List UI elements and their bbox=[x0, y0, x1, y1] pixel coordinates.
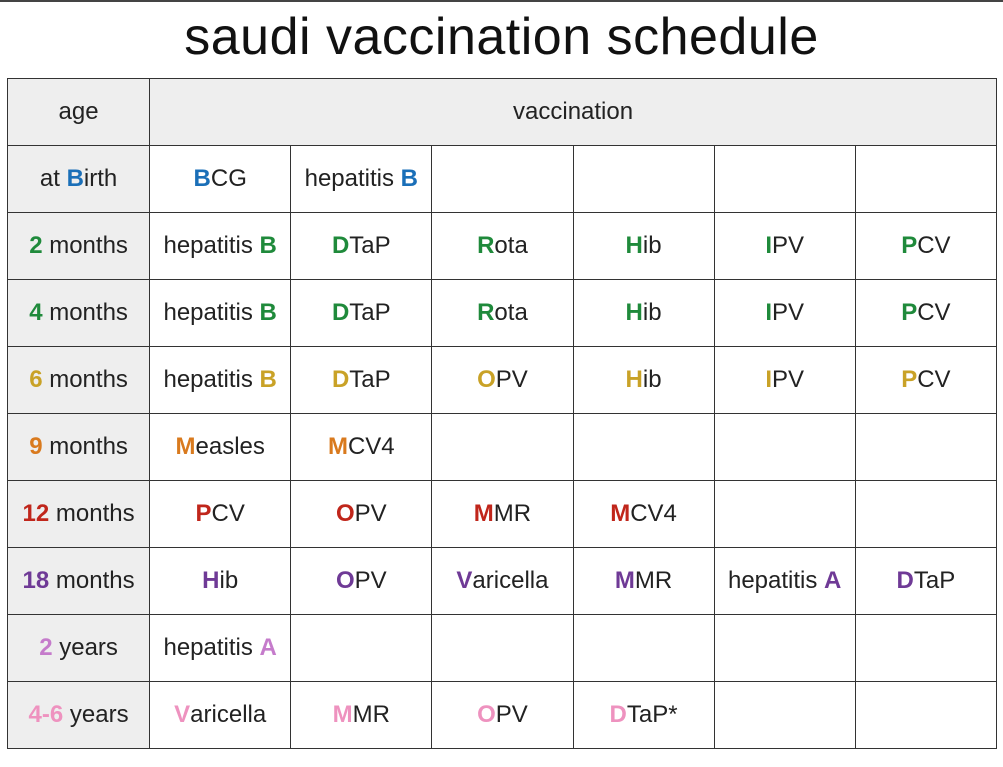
vaccine-initial: D bbox=[896, 567, 914, 594]
vaccine-text: TaP* bbox=[626, 701, 678, 728]
age-cell bbox=[8, 347, 150, 414]
vaccine-cell bbox=[855, 347, 996, 414]
vaccine-text: CV bbox=[211, 500, 245, 527]
vaccine-initial: P bbox=[901, 299, 918, 326]
vaccine-initial: M bbox=[175, 433, 196, 460]
schedule-row bbox=[8, 414, 997, 481]
vaccine-initial: B bbox=[259, 366, 277, 393]
age-number: 12 bbox=[22, 500, 50, 527]
vaccine-cell bbox=[291, 414, 432, 481]
age-cell bbox=[8, 481, 150, 548]
vaccine-text: ib bbox=[219, 567, 239, 594]
vaccine-cell bbox=[291, 347, 432, 414]
age-text: months bbox=[42, 299, 128, 326]
empty-cell bbox=[855, 682, 996, 749]
vaccine-text: hepatitis bbox=[304, 165, 401, 192]
vaccine-text: PV bbox=[495, 366, 528, 393]
vaccine-initial: V bbox=[456, 567, 473, 594]
vaccine-text: ota bbox=[494, 299, 528, 326]
age-text: months bbox=[49, 500, 135, 527]
vaccine-initial: O bbox=[335, 500, 355, 527]
vaccine-cell bbox=[432, 280, 573, 347]
vaccine-text: MR bbox=[634, 567, 673, 594]
vaccine-initial: O bbox=[335, 567, 355, 594]
vaccine-initial: D bbox=[331, 366, 350, 393]
age-cell bbox=[8, 213, 150, 280]
vaccine-cell bbox=[573, 481, 714, 548]
age-cell bbox=[8, 280, 150, 347]
vaccine-text: hepatitis bbox=[163, 232, 260, 259]
vaccine-initial: H bbox=[625, 299, 643, 326]
vaccine-cell bbox=[291, 213, 432, 280]
vaccine-cell bbox=[855, 548, 996, 615]
age-number: 4 bbox=[29, 299, 43, 326]
empty-cell bbox=[573, 146, 714, 213]
vaccine-initial: B bbox=[193, 165, 211, 192]
vaccine-cell bbox=[150, 548, 291, 615]
vaccine-initial: A bbox=[259, 634, 277, 661]
vaccine-initial: H bbox=[625, 366, 643, 393]
vaccine-initial: H bbox=[202, 567, 220, 594]
vaccine-text: PV bbox=[354, 567, 387, 594]
vaccine-cell bbox=[291, 146, 432, 213]
vaccine-text: TaP bbox=[349, 299, 391, 326]
vaccine-cell bbox=[714, 280, 855, 347]
empty-cell bbox=[432, 414, 573, 481]
vaccine-initial: B bbox=[400, 165, 419, 192]
age-text: months bbox=[42, 433, 128, 460]
vaccine-initial: V bbox=[174, 701, 191, 728]
age-text: months bbox=[49, 567, 135, 594]
vaccine-cell bbox=[432, 347, 573, 414]
vaccine-text: CV bbox=[917, 299, 951, 326]
vaccine-initial: R bbox=[477, 232, 495, 259]
vaccine-cell bbox=[150, 213, 291, 280]
vaccine-initial: D bbox=[609, 701, 627, 728]
vaccine-text: aricella bbox=[190, 701, 267, 728]
age-cell bbox=[8, 414, 150, 481]
vaccine-initial: A bbox=[824, 567, 842, 594]
vaccine-cell bbox=[714, 347, 855, 414]
empty-cell bbox=[291, 615, 432, 682]
vaccine-text: TaP bbox=[349, 366, 391, 393]
age-header: age bbox=[8, 79, 150, 146]
vaccine-text: PV bbox=[772, 232, 805, 259]
vaccine-cell bbox=[573, 548, 714, 615]
vaccine-text: ota bbox=[494, 232, 528, 259]
age-number: 6 bbox=[29, 366, 43, 393]
age-cell bbox=[8, 615, 150, 682]
vaccine-cell bbox=[150, 615, 291, 682]
schedule-row bbox=[8, 481, 997, 548]
vaccine-initial: I bbox=[765, 366, 773, 393]
vaccine-text: hepatitis bbox=[727, 567, 825, 594]
empty-cell bbox=[714, 146, 855, 213]
vaccine-cell bbox=[855, 280, 996, 347]
vaccine-cell bbox=[150, 146, 291, 213]
age-cell bbox=[8, 146, 150, 213]
vaccine-text: hepatitis bbox=[163, 299, 260, 326]
empty-cell bbox=[714, 682, 855, 749]
vaccine-initial: M bbox=[473, 500, 494, 527]
vaccine-cell bbox=[573, 347, 714, 414]
header-row bbox=[8, 79, 997, 146]
vaccine-initial: M bbox=[610, 500, 631, 527]
age-text: months bbox=[42, 232, 128, 259]
vaccination-header: vaccination bbox=[150, 79, 997, 146]
vaccine-initial: D bbox=[331, 299, 350, 326]
empty-cell bbox=[855, 481, 996, 548]
vaccine-initial: I bbox=[765, 299, 773, 326]
vaccine-text: hepatitis bbox=[163, 366, 260, 393]
page-title: saudi vaccination schedule bbox=[184, 8, 819, 66]
vaccine-initial: M bbox=[327, 433, 348, 460]
vaccine-cell bbox=[573, 682, 714, 749]
vaccine-cell bbox=[150, 280, 291, 347]
age-text: years bbox=[52, 634, 118, 661]
vaccine-text: TaP bbox=[913, 567, 956, 594]
empty-cell bbox=[855, 615, 996, 682]
vaccine-cell bbox=[573, 280, 714, 347]
age-number: 18 bbox=[22, 567, 50, 594]
vaccine-text: ib bbox=[642, 366, 662, 393]
vaccine-cell bbox=[573, 213, 714, 280]
vaccine-cell bbox=[291, 548, 432, 615]
vaccine-text: TaP bbox=[349, 232, 391, 259]
vaccine-initial: H bbox=[625, 232, 643, 259]
vaccine-initial: M bbox=[614, 567, 635, 594]
vaccine-cell bbox=[432, 682, 573, 749]
schedule-row bbox=[8, 347, 997, 414]
empty-cell bbox=[855, 414, 996, 481]
vaccine-cell bbox=[150, 481, 291, 548]
age-text: at bbox=[39, 165, 67, 192]
schedule-body bbox=[8, 146, 997, 749]
vaccine-initial: P bbox=[901, 366, 918, 393]
vaccine-text: CV4 bbox=[630, 500, 677, 527]
age-initial: B bbox=[66, 165, 84, 192]
vaccine-cell bbox=[432, 213, 573, 280]
vaccine-text: CV4 bbox=[347, 433, 395, 460]
vaccine-cell bbox=[150, 347, 291, 414]
vaccine-text: ib bbox=[642, 299, 662, 326]
schedule-row bbox=[8, 682, 997, 749]
vaccine-text: hepatitis bbox=[163, 634, 260, 661]
schedule-row bbox=[8, 548, 997, 615]
vaccine-cell bbox=[714, 213, 855, 280]
vaccine-cell bbox=[855, 213, 996, 280]
age-number: 9 bbox=[29, 433, 43, 460]
empty-cell bbox=[432, 615, 573, 682]
age-text: years bbox=[63, 701, 129, 728]
vaccine-initial: P bbox=[195, 500, 212, 527]
vaccine-initial: O bbox=[477, 701, 496, 728]
schedule-row bbox=[8, 280, 997, 347]
vaccine-initial: P bbox=[901, 232, 918, 259]
vaccine-text: CG bbox=[210, 165, 247, 192]
vaccine-initial: I bbox=[765, 232, 773, 259]
schedule-row bbox=[8, 213, 997, 280]
vaccine-initial: B bbox=[259, 299, 277, 326]
vaccine-cell bbox=[150, 682, 291, 749]
vaccine-text: CV bbox=[917, 366, 951, 393]
vaccine-cell bbox=[150, 414, 291, 481]
age-number: 4-6 bbox=[28, 701, 64, 728]
vaccine-text: ib bbox=[642, 232, 662, 259]
age-number: 2 bbox=[39, 634, 53, 661]
empty-cell bbox=[714, 481, 855, 548]
vaccine-initial: O bbox=[477, 366, 496, 393]
empty-cell bbox=[714, 615, 855, 682]
vaccine-text: MR bbox=[352, 701, 390, 728]
vaccine-text: PV bbox=[772, 299, 805, 326]
age-text: irth bbox=[83, 165, 118, 192]
vaccine-cell bbox=[291, 682, 432, 749]
vaccine-cell bbox=[432, 481, 573, 548]
schedule-row bbox=[8, 615, 997, 682]
vaccine-text: PV bbox=[354, 500, 387, 527]
vaccine-text: MR bbox=[493, 500, 532, 527]
vaccine-text: PV bbox=[495, 701, 528, 728]
age-cell bbox=[8, 682, 150, 749]
empty-cell bbox=[573, 615, 714, 682]
empty-cell bbox=[714, 414, 855, 481]
vaccine-text: easles bbox=[195, 433, 265, 460]
vaccine-text: aricella bbox=[472, 567, 549, 594]
vaccine-initial: M bbox=[332, 701, 353, 728]
vaccine-initial: R bbox=[477, 299, 495, 326]
empty-cell bbox=[855, 146, 996, 213]
vaccination-schedule-table bbox=[7, 78, 997, 749]
vaccine-cell bbox=[291, 481, 432, 548]
age-cell bbox=[8, 548, 150, 615]
vaccine-text: PV bbox=[772, 366, 805, 393]
vaccine-cell bbox=[714, 548, 855, 615]
age-number: 2 bbox=[29, 232, 43, 259]
age-text: months bbox=[42, 366, 128, 393]
vaccine-cell bbox=[432, 548, 573, 615]
vaccine-text: CV bbox=[917, 232, 951, 259]
vaccine-cell bbox=[291, 280, 432, 347]
schedule-row bbox=[8, 146, 997, 213]
empty-cell bbox=[573, 414, 714, 481]
vaccine-initial: D bbox=[331, 232, 350, 259]
empty-cell bbox=[432, 146, 573, 213]
vaccine-initial: B bbox=[259, 232, 277, 259]
